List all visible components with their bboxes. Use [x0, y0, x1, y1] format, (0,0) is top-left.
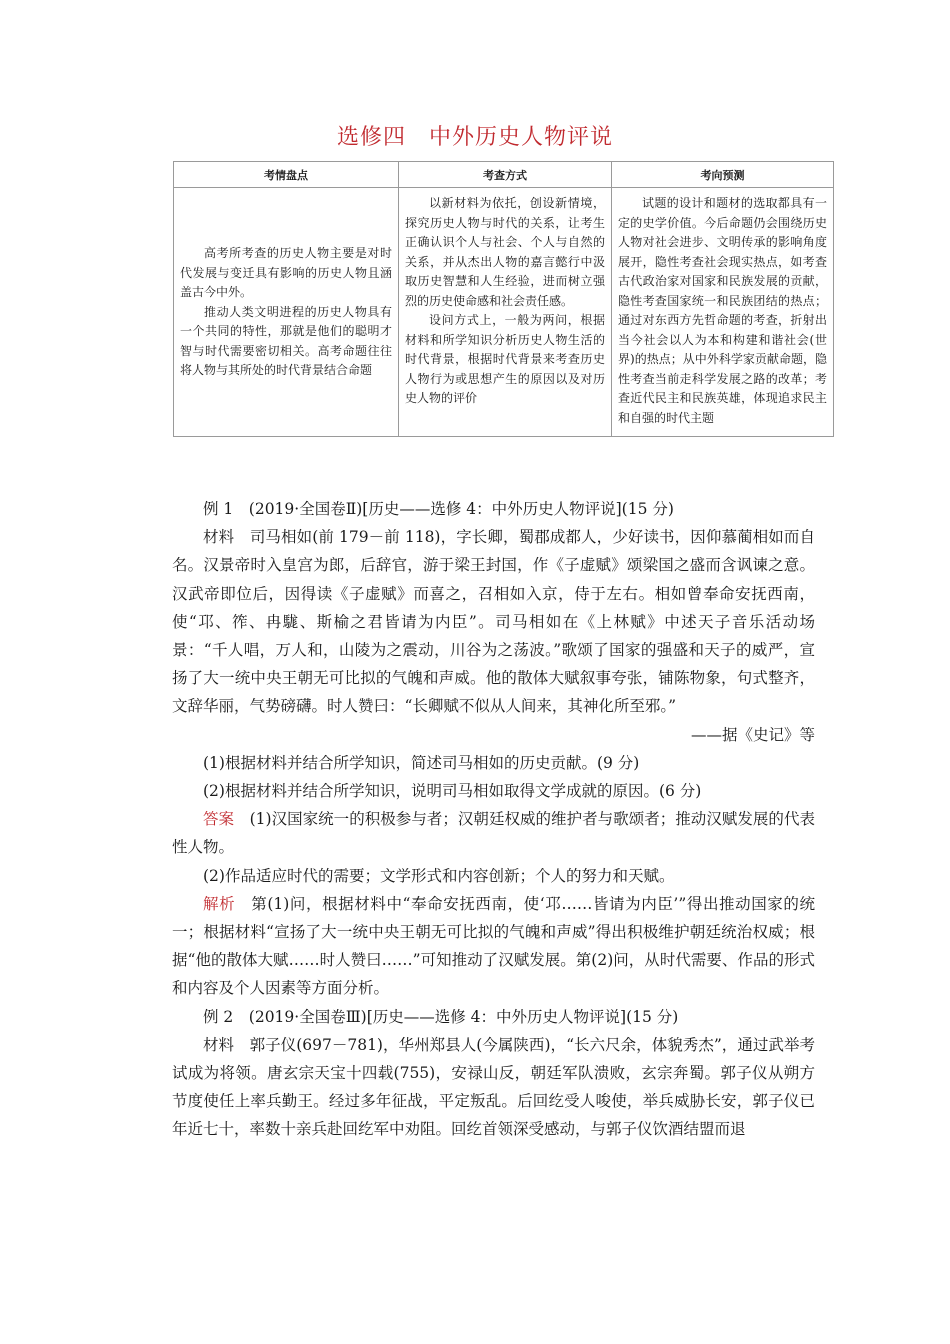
review-paragraph: 高考所考查的历史人物主要是对时代发展与变迁具有影响的历史人物且涵盖古今中外。 — [180, 246, 392, 300]
cell-exam-review — [174, 188, 399, 437]
header-exam-review: 考情盘点 — [174, 162, 399, 187]
header-exam-forecast: 考向预测 — [700, 168, 745, 182]
example1-analysis — [172, 890, 815, 1003]
main-content — [172, 495, 815, 1144]
example1-material: 材料 司马相如(前 179－前 118)，字长卿，蜀郡成都人，少好读书，因仰慕蔺相如而自名。汉景帝时入皇宫为郎，后辞官，游于梁王封国，作《子虚赋》颂梁国之盛而含讽谏之意。汉武帝即位后，因得读《子虚赋》而喜之，召相如入京，侍于左右。相如曾奉命安抚西南，使“邛、筰、冉駹、斯榆之君皆请为内臣”。司马相如在《上林赋》中述天子音乐活动场景：“千人唱，万人和，山陵为之震动，川谷为之荡波。”歌颂了国家的强盛和天子的威严，宣扬了大一统中央王朝无可比拟的气魄和声威。他的散体大赋叙事夸张，铺陈物象，句式整齐，文辞华丽，气势磅礴。时人赞曰：“长卿赋不似从人间来，其神化所至邪。” — [172, 528, 815, 716]
review-paragraph: 推动人类文明进程的历史人物具有一个共同的特性，那就是他们的聪明才智与时代需要密切相关。高考命题往往将人物与其所处的时代背景结合命题 — [180, 304, 392, 378]
example2-heading: 例 2 (2019·全国卷Ⅲ)[历史——选修 4：中外历史人物评说](15 分) — [203, 1007, 679, 1026]
analysis-text: 第(1)问，根据材料中“奉命安抚西南，使‘邛……皆请为内臣’”得出推动国家的统一；根据材料“宣扬了大一统中央王朝无可比拟的气魄和声威”得出积极维护朝廷统治权威；根据“他的散体大赋……时人赞曰……”可知推动了汉赋发展。第(2)问，从时代需要、作品的形式和内容及个人因素等方面分析。 — [172, 894, 815, 998]
table-header-row — [174, 162, 833, 188]
example1-heading: 例 1 (2019·全国卷Ⅱ)[历史——选修 4：中外历史人物评说](15 分) — [203, 500, 674, 518]
cell-exam-forecast — [612, 188, 833, 437]
header-exam-method: 考查方式 — [399, 162, 612, 187]
example2-material: 材料 郭子仪(697－781)，华州郑县人(今属陕西)，“长六尺余，体貌秀杰”，通过武举考试成为将领。唐玄宗天宝十四载(755)，安禄山反，朝廷军队溃败，玄宗奔蜀。郭子仪从朔方节度使任上率兵勤王。经过多年征战，平定叛乱。后回纥受人唆使，举兵威胁长安，郭子仪已年近七十，率数十亲兵赴回纥军中劝阻。回纥首领深受感动，与郭子仪饮酒结盟而退 — [172, 1035, 815, 1139]
exam-analysis-table — [173, 161, 834, 437]
forecast-paragraph: 试题的设计和题材的选取都具有一定的史学价值。今后命题仍会围绕历史人物对社会进步、文明传承的影响角度展开，隐性考查社会现实热点，如考查古代政治家对国家和民族发展的贡献，隐性考查国家统一和民族团结的热点；通过对东西方先哲命题的考查，折射出当今社会以人为本和构建和谐社会(世界)的热点；从中外科学家贡献命题，隐性考查当前走科学发展之路的改革；考查近代民主和民族英雄，体现追求民主和自强的时代主题 — [618, 196, 827, 425]
method-paragraph: 以新材料为依托，创设新情境，探究历史人物与时代的关系，让考生正确认识个人与社会、个人与自然的关系，并从杰出人物的嘉言懿行中汲取历史智慧和人生经验，进而树立强烈的历史使命感和社会责任感。 — [405, 196, 605, 308]
answer-label: 答案 — [203, 810, 235, 829]
example1-question1: (1)根据材料并结合所学知识，简述司马相如的历史贡献。(9 分) — [203, 753, 640, 772]
table-body-row — [174, 188, 833, 437]
analysis-label: 解析 — [203, 894, 236, 913]
answer-text: (1)汉国家统一的积极参与者；汉朝廷权威的维护者与歌颂者；推动汉赋发展的代表性人物。 — [172, 810, 815, 857]
method-paragraph: 设问方式上，一般为两问，根据材料和所学知识分析历史人物生活的时代背景，根据时代背景来考查历史人物行为或思想产生的原因以及对历史人物的评价 — [405, 313, 605, 405]
cell-exam-method — [399, 188, 612, 437]
example1-source: ——据《史记》等 — [690, 725, 815, 744]
page-title: 选修四 中外历史人物评说 — [336, 125, 613, 150]
example1-answer — [172, 805, 815, 861]
example1-answer2: (2)作品适应时代的需要；文学形式和内容创新；个人的努力和天赋。 — [203, 866, 675, 885]
example1-question2: (2)根据材料并结合所学知识，说明司马相如取得文学成就的原因。(6 分) — [203, 782, 702, 801]
